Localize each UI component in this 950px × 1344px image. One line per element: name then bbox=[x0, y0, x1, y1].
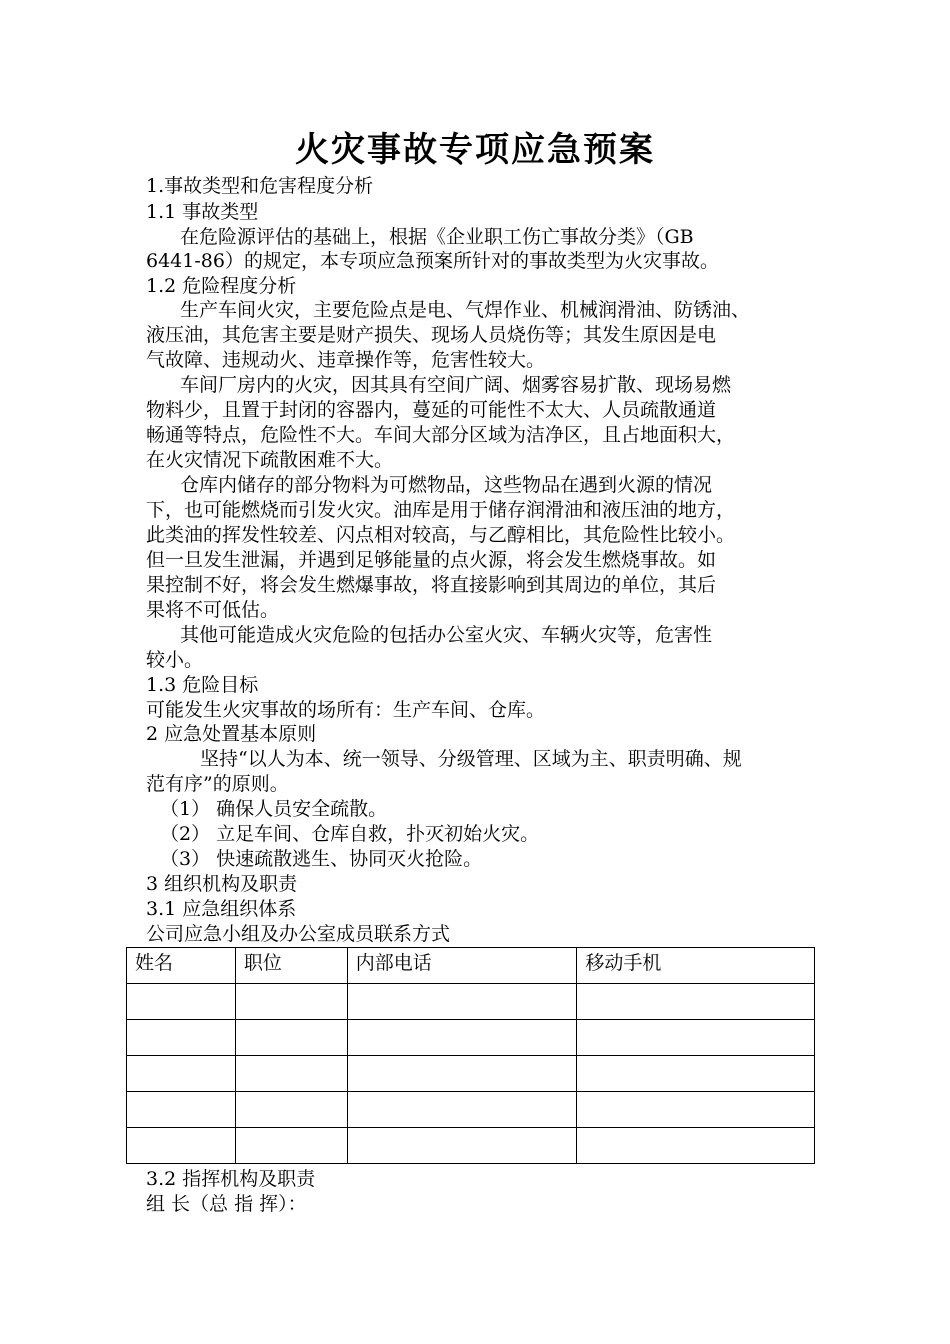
heading-3-2: 3.2 指挥机构及职责 bbox=[146, 1168, 316, 1190]
paragraph-line: 其他可能造成火灾危险的包括办公室火灾、车辆火灾等，危害性 bbox=[180, 624, 713, 646]
paragraph-line: 组 长（总 指 挥）： bbox=[146, 1193, 307, 1215]
table-cell bbox=[235, 984, 347, 1020]
paragraph-line: 物料少，且置于封闭的容器内，蔓延的可能性不太大、人员疏散通道 bbox=[146, 399, 717, 421]
paragraph-line: 车间厂房内的火灾，因其具有空间广阔、烟雾容易扩散、现场易燃 bbox=[180, 374, 732, 396]
heading-3: 3 组织机构及职责 bbox=[146, 873, 298, 895]
paragraph-line: 可能发生火灾事故的场所有：生产车间、仓库。 bbox=[146, 699, 546, 721]
table-cell bbox=[347, 984, 577, 1020]
table-row bbox=[127, 984, 815, 1020]
table-cell bbox=[577, 1056, 815, 1092]
paragraph-line: 在危险源评估的基础上，根据《企业职工伤亡事故分类》（GB bbox=[180, 226, 694, 248]
paragraph-line: 生产车间火灾，主要危险点是电、气焊作业、机械润滑油、防锈油、 bbox=[180, 299, 751, 321]
paragraph-line: 但一旦发生泄漏，并遇到足够能量的点火源，将会发生燃烧事故。如 bbox=[146, 549, 717, 571]
heading-1-3: 1.3 危险目标 bbox=[146, 674, 259, 696]
table-row bbox=[127, 1056, 815, 1092]
table-cell bbox=[127, 1092, 236, 1128]
paragraph-line: 畅通等特点，危险性不大。车间大部分区域为洁净区，且占地面积大， bbox=[146, 424, 736, 446]
table-caption: 公司应急小组及办公室成员联系方式 bbox=[146, 923, 451, 945]
paragraph-line: 6441-86）的规定，本专项应急预案所针对的事故类型为火灾事故。 bbox=[146, 250, 719, 272]
paragraph-line: 仓库内储存的部分物料为可燃物品，这些物品在遇到火源的情况 bbox=[180, 474, 713, 496]
table-row bbox=[127, 1128, 815, 1164]
paragraph-line: 此类油的挥发性较差、闪点相对较高，与乙醇相比，其危险性比较小。 bbox=[146, 524, 736, 546]
table-cell bbox=[347, 1128, 577, 1164]
paragraph-line: 气故障、违规动火、违章操作等，危害性较大。 bbox=[146, 349, 546, 371]
document-title: 火灾事故专项应急预案 bbox=[295, 130, 655, 170]
paragraph-line: 液压油，其危害主要是财产损失、现场人员烧伤等；其发生原因是电 bbox=[146, 324, 717, 346]
header-cell-mobile: 移动手机 bbox=[577, 948, 815, 984]
paragraph-line: 较小。 bbox=[146, 649, 204, 671]
list-item: （3） 快速疏散逃生、协同灭火抢险。 bbox=[160, 848, 483, 870]
table-cell bbox=[577, 1092, 815, 1128]
table-cell bbox=[235, 1056, 347, 1092]
heading-2: 2 应急处置基本原则 bbox=[146, 723, 317, 745]
heading-3-1: 3.1 应急组织体系 bbox=[146, 898, 297, 920]
paragraph-line: 范有序”的原则。 bbox=[146, 773, 289, 795]
table-cell bbox=[127, 1128, 236, 1164]
list-item: （1） 确保人员安全疏散。 bbox=[160, 798, 388, 820]
paragraph-line: 果将不可低估。 bbox=[146, 599, 280, 621]
header-cell-name: 姓名 bbox=[127, 948, 236, 984]
table-cell bbox=[347, 1092, 577, 1128]
paragraph-line: 下，也可能燃烧而引发火灾。油库是用于储存润滑油和液压油的地方， bbox=[146, 499, 736, 521]
table-cell bbox=[577, 984, 815, 1020]
header-cell-internal-phone: 内部电话 bbox=[347, 948, 577, 984]
table-row bbox=[127, 1092, 815, 1128]
table-cell bbox=[127, 1056, 236, 1092]
heading-1-1: 1.1 事故类型 bbox=[146, 201, 259, 223]
heading-1: 1.事故类型和危害程度分析 bbox=[146, 175, 374, 197]
table-cell bbox=[235, 1128, 347, 1164]
table-header-row bbox=[127, 948, 815, 984]
table-cell bbox=[235, 1092, 347, 1128]
paragraph-line: 在火灾情况下疏散困难不大。 bbox=[146, 449, 394, 471]
heading-1-2: 1.2 危险程度分析 bbox=[146, 275, 297, 297]
table-cell bbox=[347, 1056, 577, 1092]
table-cell bbox=[127, 984, 236, 1020]
table-cell bbox=[577, 1020, 815, 1056]
paragraph-line: 坚持“以人为本、统一领导、分级管理、区域为主、职责明确、规 bbox=[200, 748, 742, 770]
table-cell bbox=[235, 1020, 347, 1056]
paragraph-line: 果控制不好，将会发生燃爆事故，将直接影响到其周边的单位，其后 bbox=[146, 574, 717, 596]
header-cell-position: 职位 bbox=[235, 948, 347, 984]
contacts-table bbox=[126, 947, 815, 1164]
list-item: （2） 立足车间、仓库自救，扑灭初始火灾。 bbox=[160, 823, 540, 845]
table-cell bbox=[347, 1020, 577, 1056]
table-row bbox=[127, 1020, 815, 1056]
table-cell bbox=[577, 1128, 815, 1164]
table-cell bbox=[127, 1020, 236, 1056]
